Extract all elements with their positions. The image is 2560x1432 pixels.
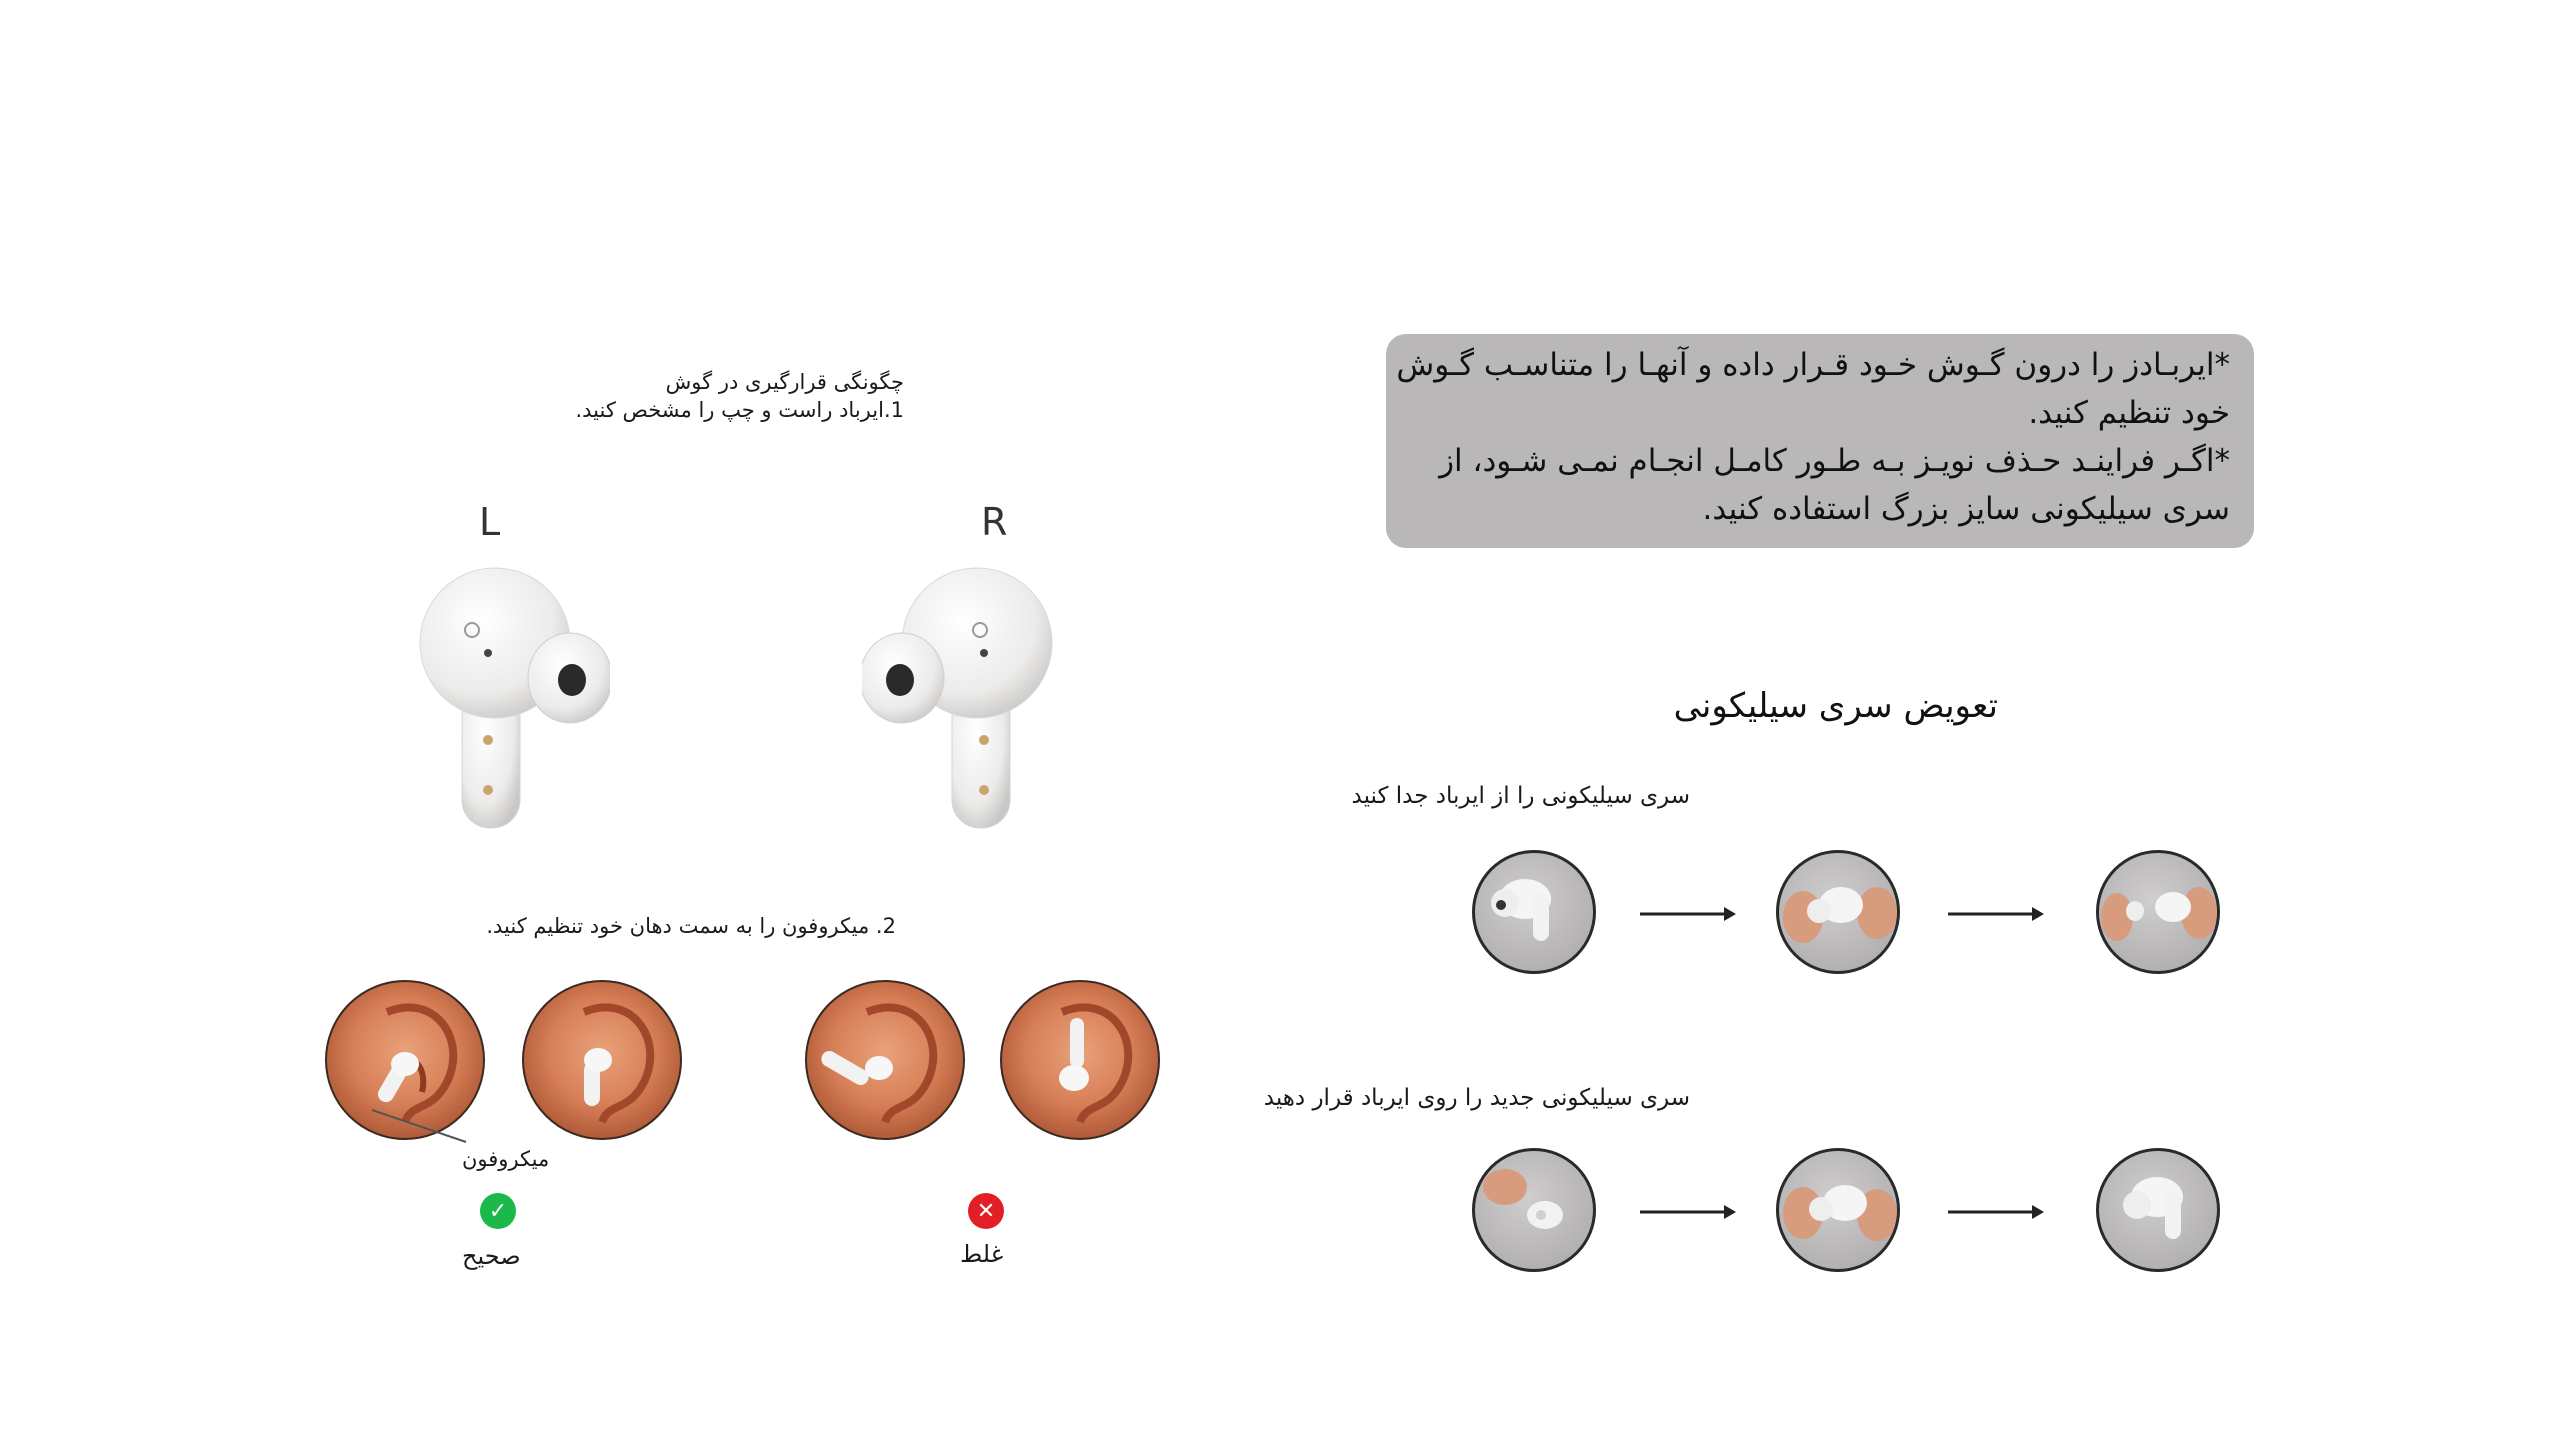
remove-step-photo-3 <box>2096 850 2220 974</box>
arrow-icon <box>1640 904 1736 924</box>
remove-tip-step: سری سیلیکونی را از ایرباد جدا کنید <box>1351 783 1690 809</box>
x-icon: ✕ <box>968 1193 1004 1229</box>
note-box <box>1386 334 2254 548</box>
left-earbud-image <box>410 558 610 838</box>
attach-step-photo-2 <box>1776 1148 1900 1272</box>
note-line-2: خود تنظیم کنید. <box>2028 395 2230 431</box>
microphone-label: میکروفون <box>462 1147 550 1171</box>
correct-label: صحیح <box>462 1242 521 1270</box>
left-earbud-label: L <box>479 500 501 544</box>
attach-step-photo-3 <box>2096 1148 2220 1272</box>
arrow-icon <box>1640 1202 1736 1222</box>
attach-tip-step: سری سیلیکونی جدید را روی ایرباد قرار دهید <box>1263 1085 1690 1111</box>
arrow-icon <box>1948 904 2044 924</box>
placement-step-1: 1.ایرباد راست و چپ را مشخص کنید. <box>575 398 904 422</box>
remove-step-photo-2 <box>1776 850 1900 974</box>
remove-step-photo-1 <box>1472 850 1596 974</box>
placement-title: چگونگی قرارگیری در گوش <box>665 370 904 394</box>
note-line-1: *ایربـادز را درون گـوش خـود قـرار داده و آنهـا را متناسـب گـوش <box>1396 347 2230 383</box>
attach-step-photo-1 <box>1472 1148 1596 1272</box>
note-line-4: سری سیلیکونی سایز بزرگ استفاده کنید. <box>1702 491 2230 527</box>
replace-section-title: تعویض سری سیلیکونی <box>1673 686 1998 726</box>
ear-photo-correct-2 <box>522 980 682 1140</box>
note-line-3: *اگـر فراینـد حـذف نویـز بـه طـور کامـل انجـام نمـی شـود، از <box>1439 443 2230 479</box>
ear-photo-wrong-2 <box>1000 980 1160 1140</box>
placement-step-2: 2. میکروفون را به سمت دهان خود تنظیم کنید. <box>486 914 896 938</box>
arrow-icon <box>1948 1202 2044 1222</box>
ear-photo-wrong-1 <box>805 980 965 1140</box>
microphone-pointer-line <box>370 1108 470 1148</box>
wrong-label: غلط <box>960 1240 1004 1268</box>
right-earbud-image <box>862 558 1062 838</box>
check-icon: ✓ <box>480 1193 516 1229</box>
right-earbud-label: R <box>981 500 1008 544</box>
